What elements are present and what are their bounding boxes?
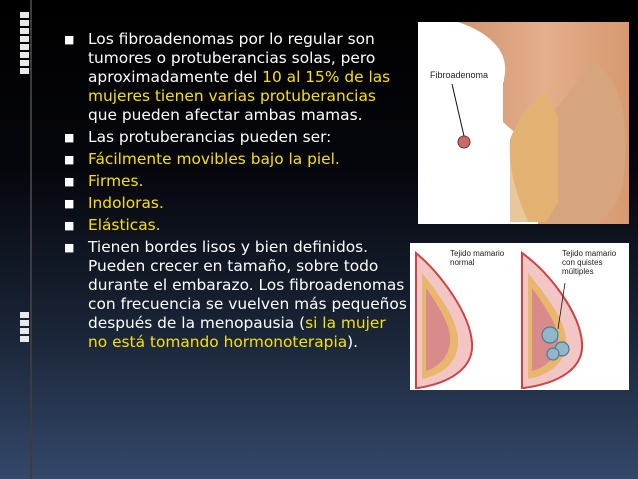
bullet-list: [52, 30, 407, 355]
cyst: [542, 327, 558, 343]
fibroadenoma-label: Fibroadenoma: [430, 70, 489, 80]
highlighted-text: 10 al 15% de las mujeres tienen varias protuberancias: [88, 68, 391, 105]
mark: [20, 68, 29, 74]
cyst: [547, 348, 559, 360]
lump: [458, 136, 470, 148]
bullet-square-icon: ■: [64, 33, 75, 46]
bullet-item: [52, 194, 407, 213]
highlighted-text: Fácilmente movibles bajo la piel.: [88, 150, 340, 168]
highlighted-text: Elásticas.: [88, 216, 161, 234]
bullet-text: Las protuberancias pueden ser:: [88, 128, 332, 146]
fibroadenoma-drawing: [418, 22, 629, 224]
bullet-item: [52, 172, 407, 191]
highlighted-text: Indoloras.: [88, 194, 164, 212]
mark: [20, 36, 29, 42]
highlighted-text: Firmes.: [88, 172, 144, 190]
cystic-tissue-label: Tejido mamario con quistes múltiples: [562, 249, 617, 276]
bullet-item: [52, 128, 407, 147]
cystic-label-wrap: [562, 249, 626, 289]
fibroadenoma-illustration: [418, 22, 629, 224]
tissue-comparison-drawing: [410, 243, 629, 390]
mark: [20, 28, 29, 34]
bullet-item: [52, 150, 407, 169]
mark: [20, 20, 29, 26]
bullet-text: Los fibroadenomas por lo regular son tumores o protuberancias solas, pero aproximadamente del: [88, 30, 376, 86]
bullet-item: [52, 216, 407, 235]
bullet-item: [52, 238, 407, 352]
mark: [20, 44, 29, 50]
mark: [20, 52, 29, 58]
bullet-text: que pueden afectar ambas mamas.: [88, 106, 363, 124]
left-rule: [30, 0, 32, 479]
normal-label-wrap: [450, 249, 512, 279]
mark: [20, 320, 29, 326]
mark: [20, 336, 29, 342]
bullet-item: [52, 30, 407, 125]
mark: [20, 312, 29, 318]
bullet-square-icon: ■: [64, 197, 75, 210]
bullet-text: Tienen bordes lisos y bien definidos. Pueden crecer en tamaño, sobre todo durante el embarazo. Los fibroadenomas con frecuencia se vuelven más pequeños después de la menopausia (: [88, 238, 407, 332]
breast-tissue-comparison: [410, 243, 629, 390]
bullet-text: ).: [347, 333, 359, 351]
bullet-square-icon: ■: [64, 219, 75, 232]
bullet-square-icon: ■: [64, 153, 75, 166]
highlighted-text: si la mujer no está tomando hormonoterapia: [88, 314, 386, 351]
bullet-square-icon: ■: [64, 175, 75, 188]
bullet-square-icon: ■: [64, 131, 75, 144]
mark: [20, 60, 29, 66]
normal-tissue-label: Tejido mamario normal: [450, 249, 505, 267]
bullet-square-icon: ■: [64, 241, 75, 254]
mark: [20, 328, 29, 334]
mark: [20, 12, 29, 18]
